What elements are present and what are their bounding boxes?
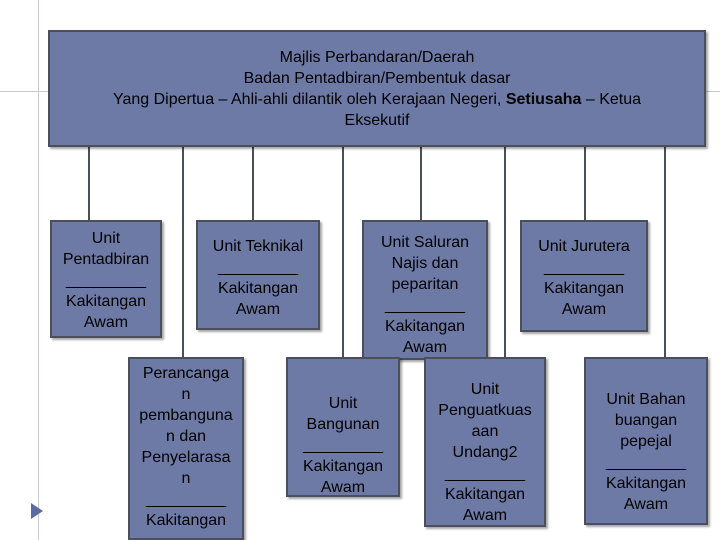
unit-line: pepejal [620,433,672,450]
unit-line: Unit Bahan [606,391,686,408]
unit-line: Kakitangan [543,280,625,297]
connector-col6 [504,147,506,357]
unit-line: _________ [217,259,299,276]
unit-line: _________ [145,491,227,508]
top-line-3c: – Ketua [581,90,642,108]
unit-line: Unit Teknikal [212,238,304,255]
unit-line: Kakitangan [217,280,299,297]
unit-box-bangunan [286,357,400,497]
unit-line: Awam [320,479,366,496]
unit-line: n [181,386,191,403]
top-line-3b: Setiusaha [505,90,582,108]
triangle-right-icon[interactable] [29,502,45,520]
unit-line: Unit [470,381,500,398]
top-line-4: Eksekutif [344,111,410,129]
unit-line: peparitan [391,276,459,293]
unit-line: Penyelarasa [141,449,231,466]
unit-line: _________ [444,465,526,482]
unit-line: Awam [462,507,508,524]
unit-line: Kakitangan [384,318,466,335]
unit-box-penguatkuasaan [424,357,546,527]
unit-line: Unit [328,395,358,412]
top-box-majlis [48,30,706,147]
top-line-1: Majlis Perbandaran/Daerah [279,48,475,66]
unit-box-teknikal [196,220,320,330]
unit-line: Unit Jurutera [538,238,630,255]
unit-line: Undang2 [452,444,518,461]
unit-line: Pentadbiran [62,251,150,268]
unit-box-bahan-buangan [584,357,708,525]
connector-col8 [664,147,666,357]
connector-col4 [342,147,344,357]
unit-box-jurutera [520,220,648,332]
unit-line: _________ [605,454,687,471]
unit-line: Najis dan [391,255,459,272]
unit-line: Unit Saluran [380,234,470,251]
connector-col2 [182,147,184,357]
unit-box-pentadbiran [50,220,162,338]
unit-line: Awam [561,301,607,318]
unit-line: buangan [614,412,678,429]
unit-line: n [181,470,191,487]
unit-line: _________ [543,259,625,276]
unit-line: Awam [402,339,448,356]
unit-line: _________ [384,297,466,314]
unit-line: aan [471,423,499,440]
unit-line: Kakitangan [302,458,384,475]
unit-line: Kakitangan [145,512,227,529]
top-line-3 [50,89,704,110]
unit-line: pembanguna [139,407,233,424]
unit-line: n dan [165,428,207,445]
connector-col5 [420,147,422,220]
connector-col1 [88,147,90,220]
unit-line: Unit [91,230,121,247]
unit-line: Awam [235,301,281,318]
top-line-3a: Yang Dipertua – Ahli-ahli dilantik oleh Kerajaan Negeri, [112,90,506,108]
unit-line: _________ [65,272,147,289]
unit-box-perancangan [128,357,244,540]
unit-box-saluran-najis [362,220,488,360]
unit-line: Kakitangan [605,475,687,492]
unit-line: Kakitangan [444,486,526,503]
unit-line: Kakitangan [65,293,147,310]
unit-line: Penguatkuas [438,402,532,419]
unit-line: Awam [83,314,129,331]
top-line-2: Badan Pentadbiran/Pembentuk dasar [243,69,511,87]
unit-line: Bangunan [306,416,380,433]
connector-col7 [584,147,586,220]
unit-line: Awam [623,496,669,513]
unit-line: _________ [302,437,384,454]
background-rule-left [38,0,39,540]
unit-line: Perancanga [142,365,230,382]
connector-col3 [252,147,254,220]
